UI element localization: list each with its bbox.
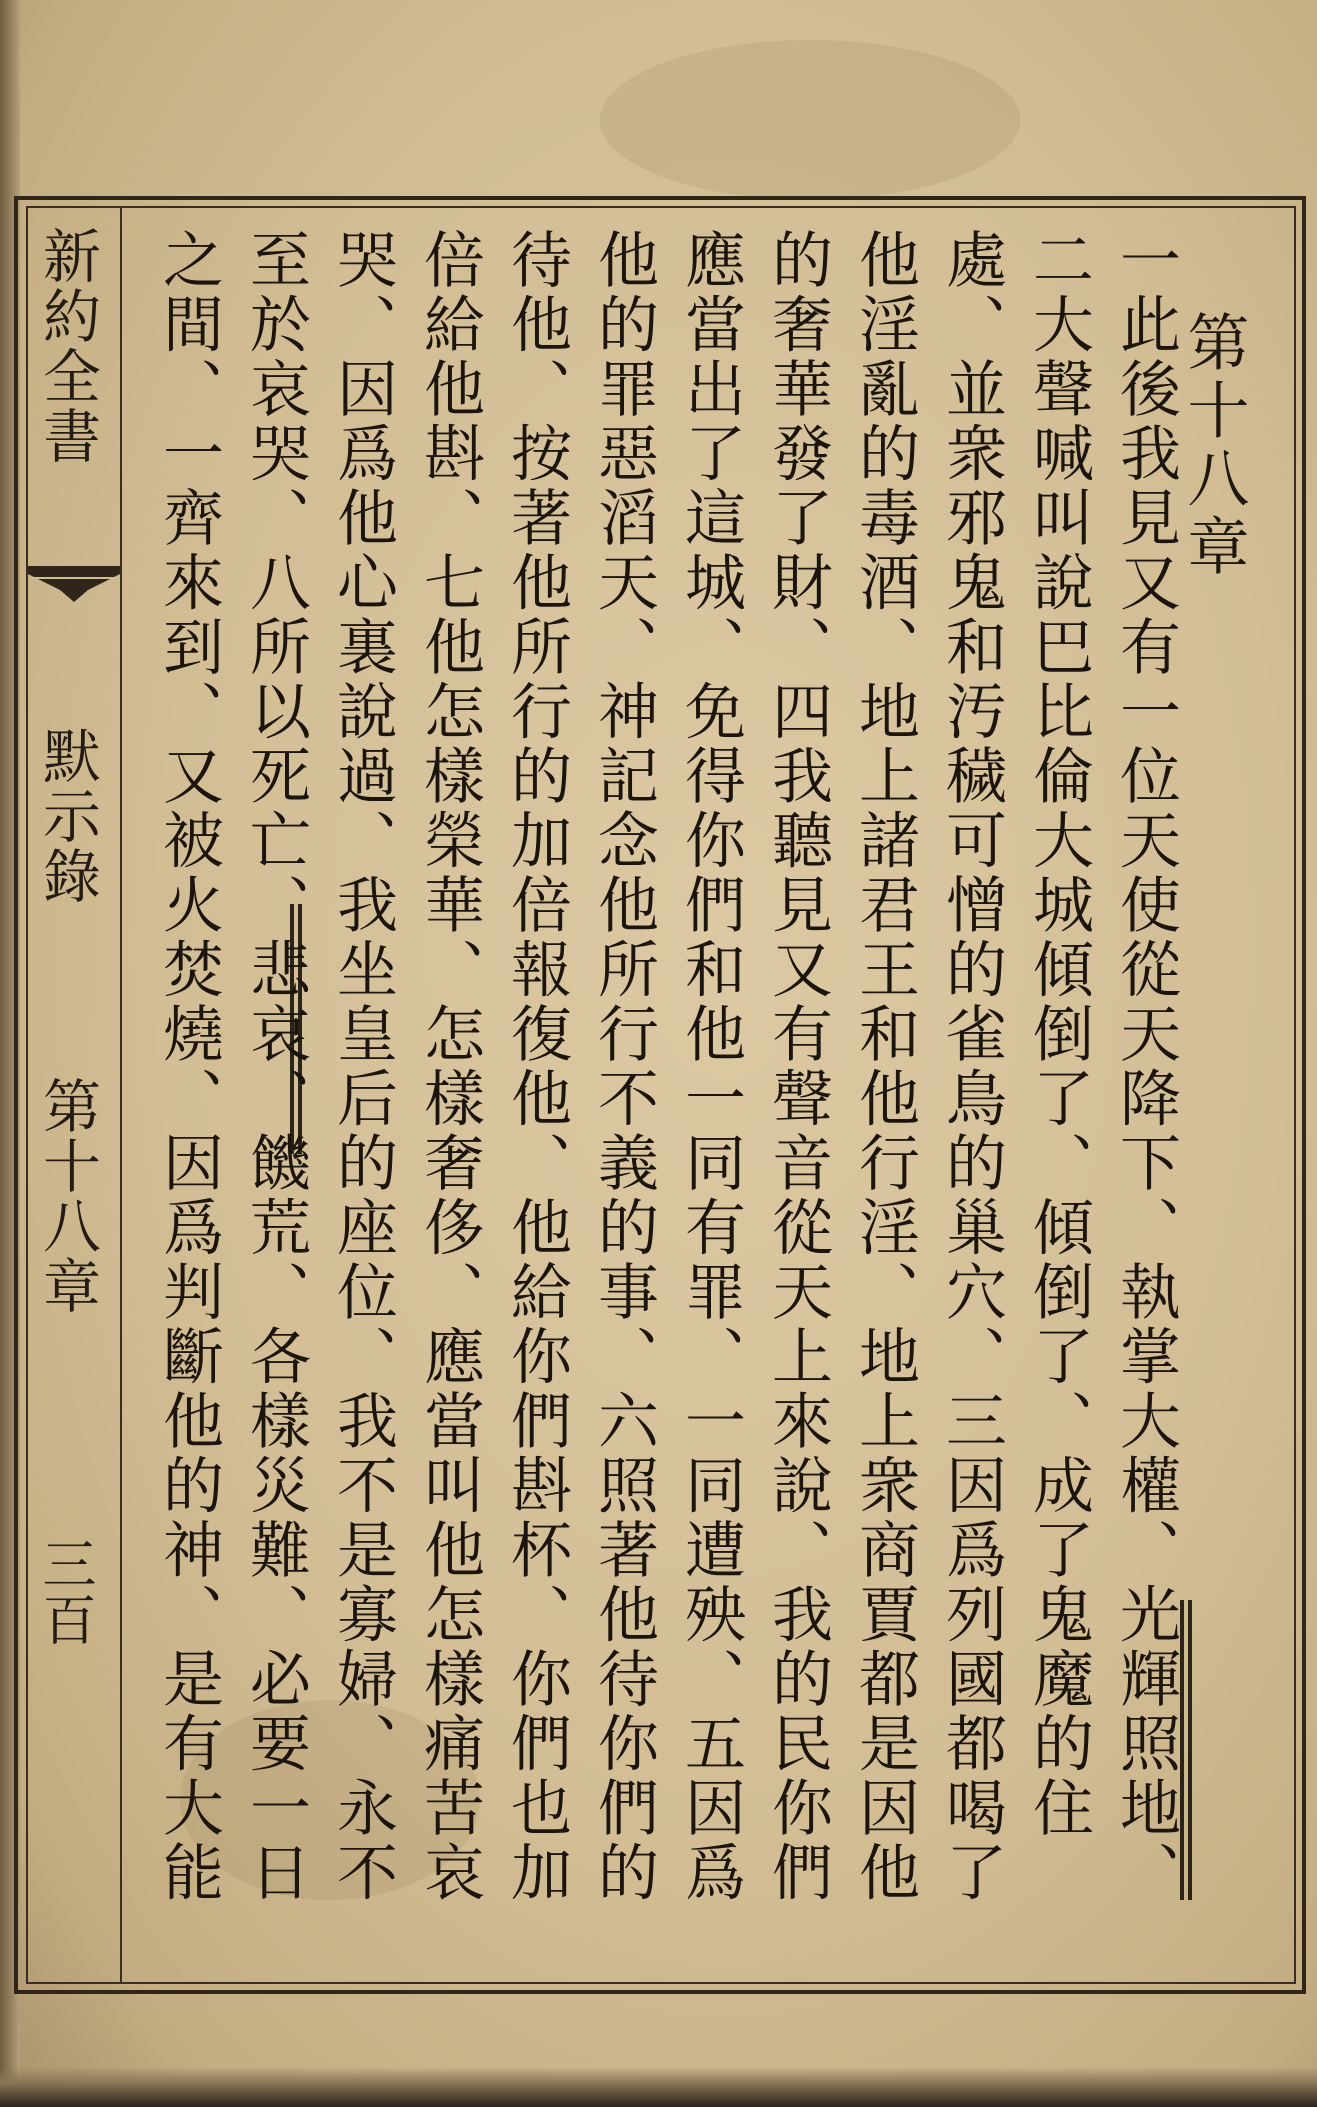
fishtail-ornament-icon: [28, 566, 120, 602]
scripture-body-text: 一此後我見又有一位天使從天降下、執掌大權、光輝照地、二大聲喊叫說巴比倫大城傾倒了、傾倒了、成了鬼魔的住處、並衆邪鬼和汚穢可憎的雀鳥的巢穴、三因爲列國都喝了他淫亂的毒酒、地上諸君王和他行淫、地上衆商賈都是因他的奢華發了財、四我聽見又有聲音從天上來說、我的民你們應當出了這城、免得你們和他一同有罪、一同遭殃、五因爲他的罪惡滔天、神記念他所行不義的事、六照著他待你們的待他、按著他所行的加倍報復他、他給你們斟杯、你們也加倍給他斟、七他怎樣榮華、怎樣奢侈、應當叫他怎樣痛苦哀哭、因爲他心裏說過、我坐皇后的座位、我不是寡婦、永不至於哀哭、八所以死亡、悲哀、饑荒、各樣災難、必要一日之間、一齊來到、又被火焚燒、因爲判斷他的神、是有大能: [153, 228, 1181, 1905]
paper-stain: [600, 40, 1020, 200]
margin-chapter: 第十八章: [33, 1076, 101, 1316]
margin-divider: [120, 208, 122, 1982]
book-name: 默示錄: [33, 726, 101, 906]
page-number: 三百: [34, 1536, 97, 1648]
chapter-heading: 第十八章: [1177, 310, 1250, 582]
book-title: 新約全書: [33, 226, 101, 466]
page-bottom-edge: [0, 2067, 1317, 2107]
